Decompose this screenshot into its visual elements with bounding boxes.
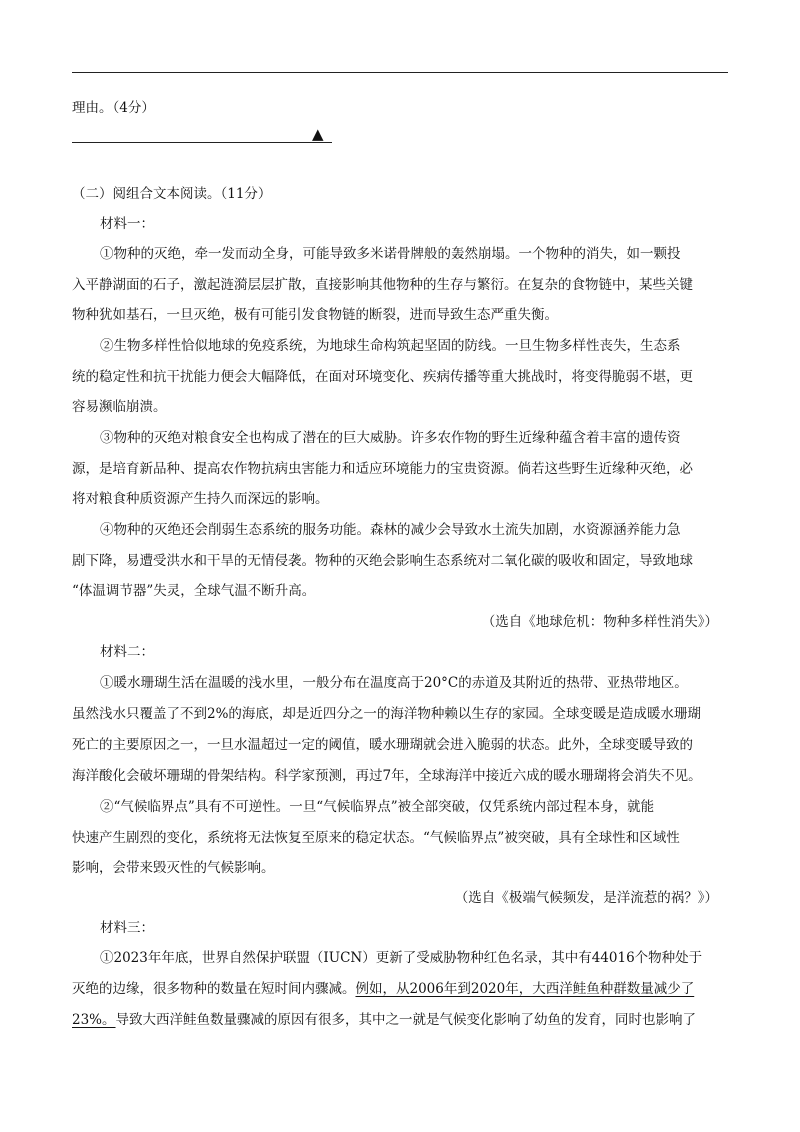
material-3-line <box>72 979 728 999</box>
section-title: （二）阅组合文本阅读。（11分） <box>72 186 272 202</box>
material-3-heading: 材料三： <box>100 920 154 936</box>
material-1-line: 容易濒临崩溃。 <box>72 399 167 415</box>
material-2-line: ②“气候临界点”具有不可逆性。一旦“气候临界点”被全部突破，仅凭系统内部过程本身，就能 <box>100 799 655 815</box>
material-2-line: 快速产生剧烈的变化，系统将无法恢复至原来的稳定状态。“气候临界点”被突破，具有全球性和区域性 <box>72 830 680 846</box>
material-1-line: ①物种的灭绝，牵一发而动全身，可能导致多米诺骨牌般的轰然崩塌。一个物种的消失，如一颗投 <box>100 246 681 262</box>
underlined-example: 例如，从2006年到2020年，大西洋鲑鱼种群数量减少了 <box>355 981 695 997</box>
material-1-heading: 材料一： <box>100 216 154 232</box>
answer-line[interactable] <box>72 142 332 143</box>
material-3-text: 灭绝的边缘，很多物种的数量在短时间内骤减。 <box>72 981 356 997</box>
material-3-line <box>72 1010 728 1030</box>
material-1-line: ③物种的灭绝对粮食安全也构成了潜在的巨大威胁。许多农作物的野生近缘种蕴含着丰富的遗传资 <box>100 430 681 446</box>
material-2-line: 影响，会带来毁灭性的气候影响。 <box>72 860 275 876</box>
material-1-line: ④物种的灭绝还会削弱生态系统的服务功能。森林的减少会导致水土流失加剧，水资源涵养能力急 <box>100 522 681 538</box>
top-rule <box>72 72 728 73</box>
material-1-line: 剧下降，易遭受洪水和干旱的无情侵袭。物种的灭绝会影响生态系统对二氧化碳的吸收和固定，导致地球 <box>72 553 693 569</box>
material-1-line: 源，是培育新品种、提高农作物抗病虫害能力和适应环境能力的宝贵资源。倘若这些野生近缘种灭绝，必 <box>72 461 693 477</box>
material-2-heading: 材料二： <box>100 644 154 660</box>
material-3-text: 导致大西洋鲑鱼数量骤减的原因有很多，其中之一就是气候变化影响了幼鱼的发育，同时也影响了 <box>115 1012 697 1028</box>
material-1-line: 将对粮食种质资源产生持久而深远的影响。 <box>72 491 329 507</box>
material-1-source: （选自《地球危机：物种多样性消失》） <box>481 614 718 630</box>
answer-marker: ▲ <box>312 125 324 143</box>
underlined-example: 23%。 <box>72 1012 116 1028</box>
material-2-line: 虽然浅水只覆盖了不到2%的海底，却是近四分之一的海洋物种赖以生存的家园。全球变暖是造成暖水珊瑚 <box>72 706 701 722</box>
material-1-line: 物种犹如基石，一旦灭绝，极有可能引发食物链的断裂，进而导致生态严重失衡。 <box>72 307 558 323</box>
material-2-line: 死亡的主要原因之一，一旦水温超过一定的阈值，暖水珊瑚就会进入脆弱的状态。此外，全球变暖导致的 <box>72 737 693 753</box>
material-1-line: 统的稳定性和抗干扰能力便会大幅降低，在面对环境变化、疾病传播等重大挑战时，将变得脆弱不堪，更 <box>72 369 693 385</box>
material-3-line: ①2023年年底，世界自然保护联盟（IUCN）更新了受威胁物种红色名录，其中有44016个物种处于 <box>100 950 703 966</box>
material-2-line: ①暖水珊瑚生活在温暖的浅水里，一般分布在温度高于20°C的赤道及其附近的热带、亚热带地区。 <box>100 675 688 691</box>
material-2-source: （选自《极端气候频发，是洋流惹的祸？》） <box>454 890 718 906</box>
material-1-line: 入平静湖面的石子，激起涟漪层层扩散，直接影响其他物种的生存与繁衍。在复杂的食物链中，某些关键 <box>72 277 693 293</box>
material-1-line: “体温调节器”失灵，全球气温不断升高。 <box>72 583 316 599</box>
material-2-line: 海洋酸化会破坏珊瑚的骨架结构。科学家预测，再过7年，全球海洋中接近六成的暖水珊瑚将会消失不见。 <box>72 768 702 784</box>
question-tail: 理由。（4分） <box>72 100 155 116</box>
material-1-line: ②生物多样性恰似地球的免疫系统，为地球生命构筑起坚固的防线。一旦生物多样性丧失，生态系 <box>100 338 681 354</box>
